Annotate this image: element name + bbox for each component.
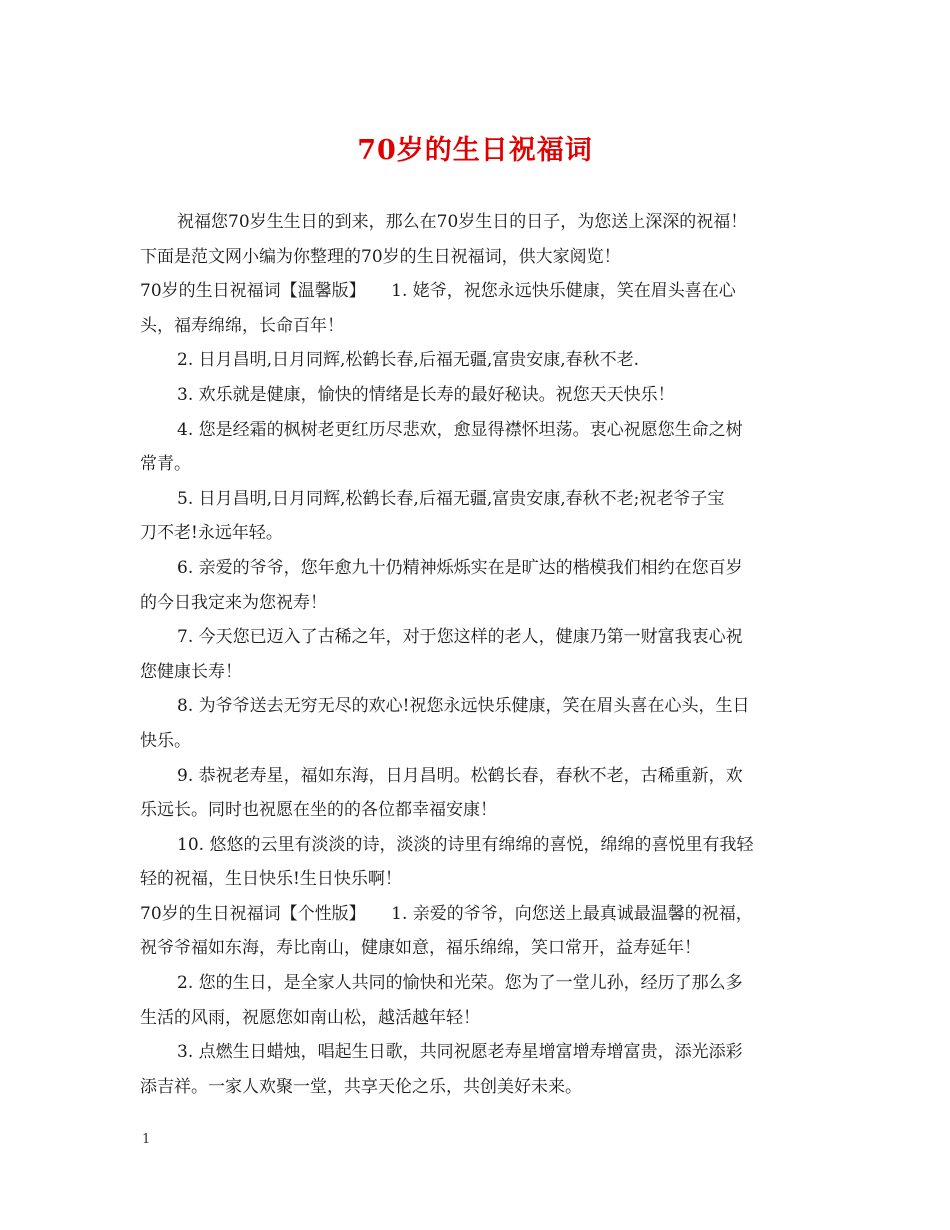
text-line: 您健康长寿！: [140, 661, 242, 682]
page-number: 1: [142, 1132, 151, 1147]
text-line: 10. 悠悠的云里有淡淡的诗，淡淡的诗里有绵绵的喜悦，绵绵的喜悦里有我轻: [177, 834, 754, 855]
text-line: 头，福寿绵绵，长命百年！: [140, 315, 344, 336]
text-line: 轻的祝福，生日快乐!生日快乐啊！: [140, 869, 402, 890]
text-line: 2. 您的生日，是全家人共同的愉快和光荣。您为了一堂儿孙，经历了那么多: [177, 973, 743, 994]
text-line: 的今日我定来为您祝寿！: [140, 592, 327, 613]
text-line: 9. 恭祝老寿星，福如东海，日月昌明。松鹤长春，春秋不老，古稀重新，欢: [177, 765, 743, 786]
text-line: 下面是范文网小编为你整理的70岁的生日祝福词，供大家阅览！: [140, 246, 621, 267]
page-title: 70岁的生日祝福词: [357, 135, 593, 166]
text-line: 2. 日月昌明,日月同辉,松鹤长春,后福无疆,富贵安康,春秋不老.: [177, 350, 640, 371]
text-line: 添吉祥。一家人欢聚一堂，共享天伦之乐，共创美好未来。: [140, 1076, 582, 1097]
text-line: 70岁的生日祝福词【温馨版】 1. 姥爷，祝您永远快乐健康，笑在眉头喜在心: [140, 281, 736, 302]
text-line: 刀不老!永远年轻。: [140, 523, 283, 544]
text-line: 5. 日月昌明,日月同辉,松鹤长春,后福无疆,富贵安康,春秋不老;祝老爷子宝: [177, 488, 725, 509]
text-line: 8. 为爷爷送去无穷无尽的欢心!祝您永远快乐健康，笑在眉头喜在心头，生日: [177, 696, 750, 717]
text-line: 乐远长。同时也祝愿在坐的的各位都幸福安康！: [140, 800, 497, 821]
text-line: 快乐。: [140, 730, 191, 751]
text-line: 7. 今天您已迈入了古稀之年，对于您这样的老人，健康乃第一财富我衷心祝: [177, 627, 743, 648]
document-body: [140, 205, 820, 1104]
text-line: 祝爷爷福如东海，寿比南山，健康如意，福乐绵绵，笑口常开，益寿延年！: [140, 938, 701, 959]
text-line: 3. 欢乐就是健康，愉快的情绪是长寿的最好秘诀。祝您天天快乐！: [177, 384, 675, 405]
text-line: 4. 您是经霜的枫树老更红历尽悲欢，愈显得襟怀坦荡。衷心祝愿您生命之树: [177, 419, 743, 440]
text-line: 6. 亲爱的爷爷，您年愈九十仍精神烁烁实在是旷达的楷模我们相约在您百岁: [177, 557, 743, 578]
text-line: 祝福您70岁生生日的到来，那么在70岁生日的日子，为您送上深深的祝福！: [177, 212, 748, 232]
text-line: 常青。: [140, 454, 191, 475]
text-line: 生活的风雨，祝愿您如南山松，越活越年轻！: [140, 1007, 480, 1028]
text-line: 3. 点燃生日蜡烛，唱起生日歌，共同祝愿老寿星增富增寿增富贵，添光添彩: [177, 1042, 743, 1063]
text-line: 70岁的生日祝福词【个性版】 1. 亲爱的爷爷，向您送上最真诚最温馨的祝福，: [140, 903, 753, 924]
